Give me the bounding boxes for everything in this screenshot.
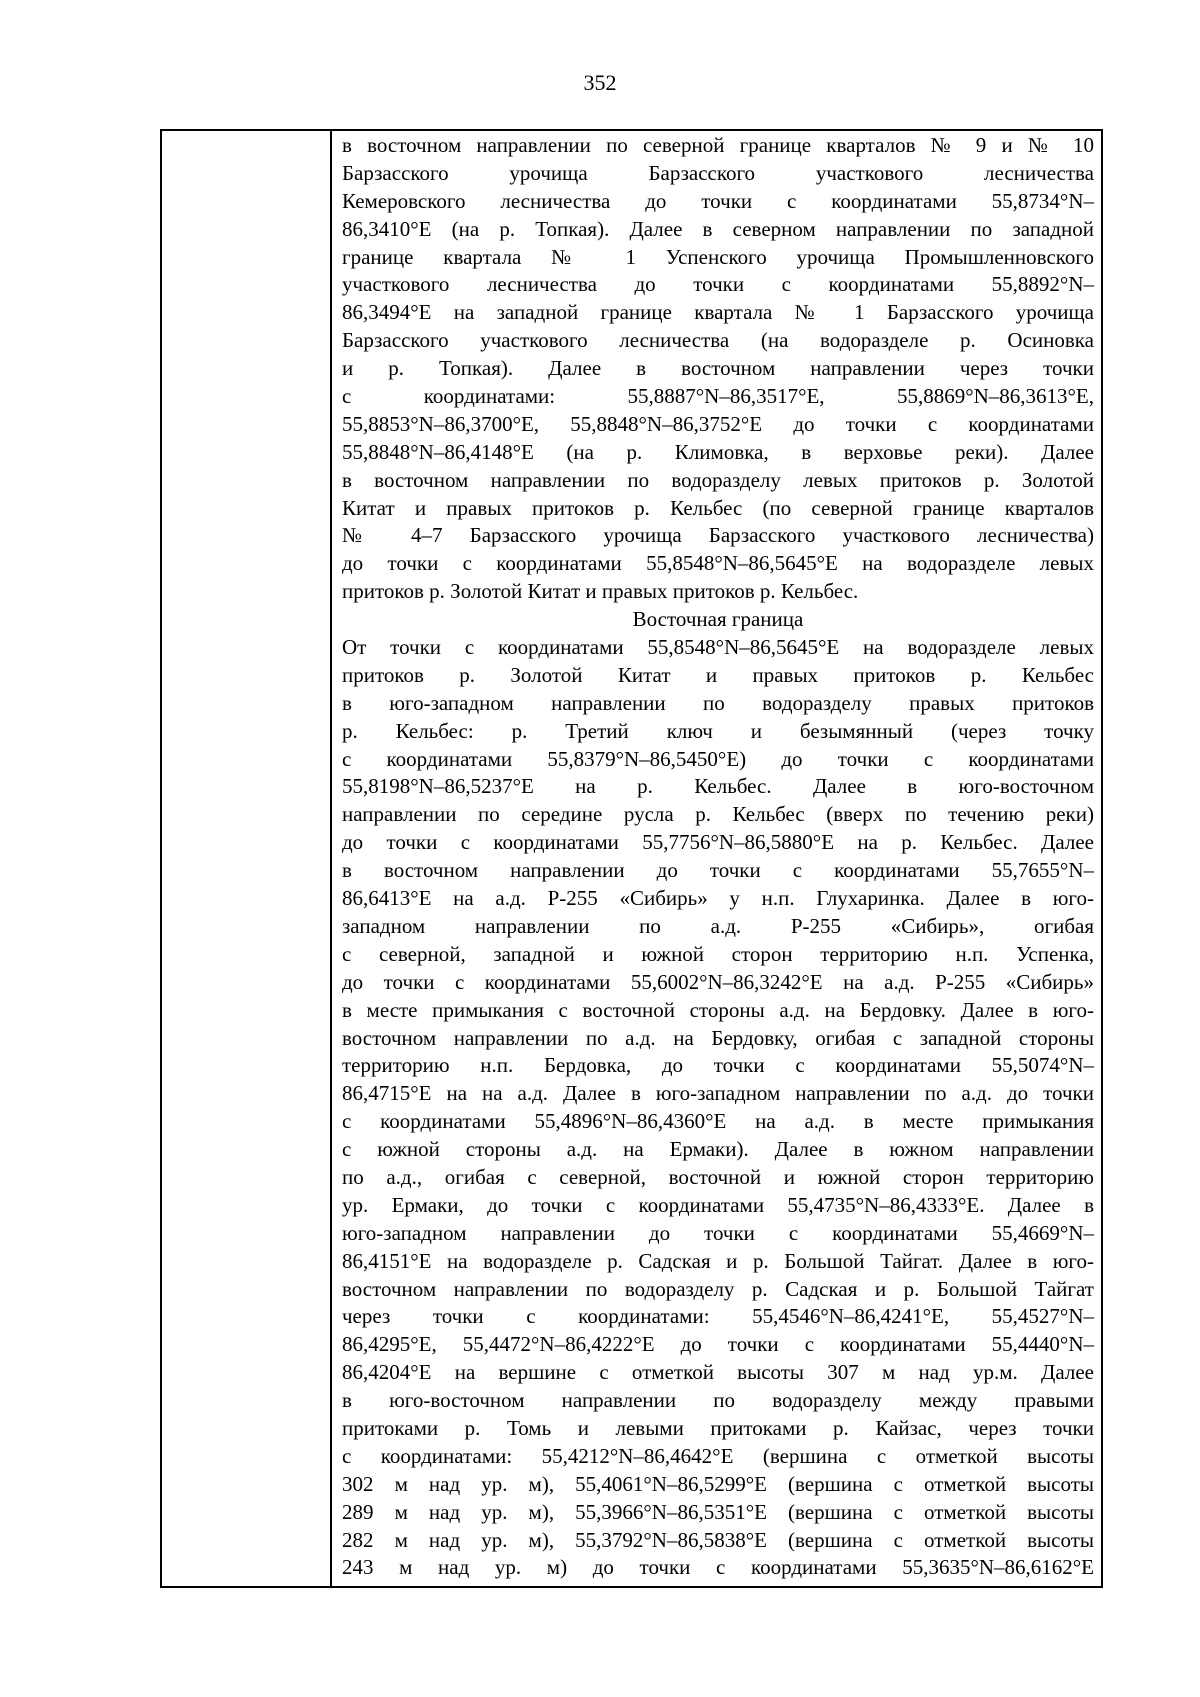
- text-line: направлении по середине русла р. Кельбес (вверх по течению реки): [342, 802, 1094, 827]
- text-line: От точки с координатами 55,8548°N–86,5645°E на водоразделе левых: [342, 635, 1094, 660]
- text-line: притоков р. Золотой Китат и правых притоков р. Кельбес: [342, 662, 1094, 687]
- text-line: 86,4204°E на вершине с отметкой высоты 307 м над ур.м. Далее: [342, 1360, 1094, 1385]
- page-number: 352: [583, 70, 617, 95]
- text-line: юго-западном направлении до точки с координатами 55,4669°N–: [342, 1220, 1094, 1245]
- text-line: 289 м над ур. м), 55,3966°N–86,5351°E (вершина с отметкой высоты: [342, 1499, 1094, 1524]
- text-line: с южной стороны а.д. на Ермаки). Далее в южном направлении: [342, 1137, 1094, 1162]
- text-line: до точки с координатами 55,8548°N–86,5645°E на водоразделе левых: [342, 551, 1094, 576]
- text-line: до точки с координатами 55,7756°N–86,5880°E на р. Кельбес. Далее: [342, 830, 1094, 855]
- text-line: Барзасского участкового лесничества (на водоразделе р. Осиновка: [342, 328, 1094, 353]
- text-line: западном направлении по а.д. Р-255 «Сибирь», огибая: [342, 913, 1094, 938]
- text-line: с координатами 55,4896°N–86,4360°E на а.д. в месте примыкания: [342, 1109, 1094, 1134]
- document-table: [160, 129, 1103, 1588]
- text-line: в восточном направлении до точки с координатами 55,7655°N–: [342, 858, 1094, 883]
- text-line: в юго-восточном направлении по водоразделу между правыми: [342, 1388, 1094, 1413]
- text-line: и р. Топкая). Далее в восточном направлении через точки: [342, 356, 1094, 381]
- text-line: в юго-западном направлении по водоразделу правых притоков: [342, 690, 1094, 715]
- text-line: 282 м над ур. м), 55,3792°N–86,5838°E (вершина с отметкой высоты: [342, 1527, 1094, 1552]
- text-line: 86,4715°E на на а.д. Далее в юго-западном направлении по а.д. до точки: [342, 1081, 1094, 1106]
- text-line: восточном направлении по а.д. на Бердовку, огибая с западной стороны: [342, 1025, 1094, 1050]
- text-line: 86,4295°E, 55,4472°N–86,4222°E до точки с координатами 55,4440°N–: [342, 1332, 1094, 1357]
- text-line: с северной, западной и южной сторон территорию н.п. Успенка,: [342, 941, 1094, 966]
- text-line: р. Кельбес: р. Третий ключ и безымянный (через точку: [342, 718, 1094, 743]
- text-line: ур. Ермаки, до точки с координатами 55,4735°N–86,4333°E. Далее в: [342, 1192, 1094, 1217]
- text-line: 86,6413°E на а.д. Р-255 «Сибирь» у н.п. Глухаринка. Далее в юго-: [342, 886, 1094, 911]
- text-line: Кемеровского лесничества до точки с координатами 55,8734°N–: [342, 188, 1094, 213]
- text-line: 55,8848°N–86,4148°E (на р. Климовка, в верховье реки). Далее: [342, 439, 1094, 464]
- text-line: 55,8198°N–86,5237°E на р. Кельбес. Далее в юго-восточном: [342, 774, 1094, 799]
- text-line: № 4–7 Барзасского урочища Барзасского участкового лесничества): [342, 523, 1094, 548]
- text-line: через точки с координатами: 55,4546°N–86,4241°E, 55,4527°N–: [342, 1304, 1094, 1329]
- text-line: границе квартала № 1 Успенского урочища Промышленновского: [342, 244, 1094, 269]
- text-line: восточном направлении по водоразделу р. Садская и р. Большой Тайгат: [342, 1276, 1094, 1301]
- text-line: Барзасского урочища Барзасского участкового лесничества: [342, 160, 1094, 185]
- text-line: 302 м над ур. м), 55,4061°N–86,5299°E (вершина с отметкой высоты: [342, 1471, 1094, 1496]
- text-line: в месте примыкания с восточной стороны а.д. на Бердовку. Далее в юго-: [342, 997, 1094, 1022]
- text-line: по а.д., огибая с северной, восточной и южной сторон территорию: [342, 1164, 1094, 1189]
- text-line: территорию н.п. Бердовка, до точки с координатами 55,5074°N–: [342, 1053, 1094, 1078]
- text-line: 86,3410°E (на р. Топкая). Далее в северном направлении по западной: [342, 216, 1094, 241]
- text-line: Китат и правых притоков р. Кельбес (по северной границе кварталов: [342, 495, 1094, 520]
- text-line: в восточном направлении по водоразделу левых притоков р. Золотой: [342, 467, 1094, 492]
- text-line: с координатами 55,8379°N–86,5450°E) до точки с координатами: [342, 746, 1094, 771]
- section-heading: Восточная граница: [632, 607, 804, 632]
- text-line: с координатами: 55,8887°N–86,3517°E, 55,8869°N–86,3613°E,: [342, 384, 1094, 409]
- text-line: 86,3494°E на западной границе квартала № 1 Барзасского урочища: [342, 300, 1094, 325]
- text-line: до точки с координатами 55,6002°N–86,3242°E на а.д. Р-255 «Сибирь»: [342, 969, 1094, 994]
- text-line: 55,8853°N–86,3700°E, 55,8848°N–86,3752°E до точки с координатами: [342, 411, 1094, 436]
- left-column-cell: [162, 131, 332, 1586]
- boundary-description-cell: [342, 132, 1094, 1586]
- text-line: 243 м над ур. м) до точки с координатами 55,3635°N–86,6162°E: [342, 1555, 1094, 1580]
- text-line: с координатами: 55,4212°N–86,4642°E (вершина с отметкой высоты: [342, 1443, 1094, 1468]
- text-line: притоков р. Золотой Китат и правых притоков р. Кельбес.: [342, 579, 859, 604]
- text-line: участкового лесничества до точки с координатами 55,8892°N–: [342, 272, 1094, 297]
- text-line: в восточном направлении по северной границе кварталов № 9 и № 10: [342, 133, 1094, 157]
- text-line: 86,4151°E на водоразделе р. Садская и р. Большой Тайгат. Далее в юго-: [342, 1248, 1094, 1273]
- text-line: притоками р. Томь и левыми притоками р. Кайзас, через точки: [342, 1415, 1094, 1440]
